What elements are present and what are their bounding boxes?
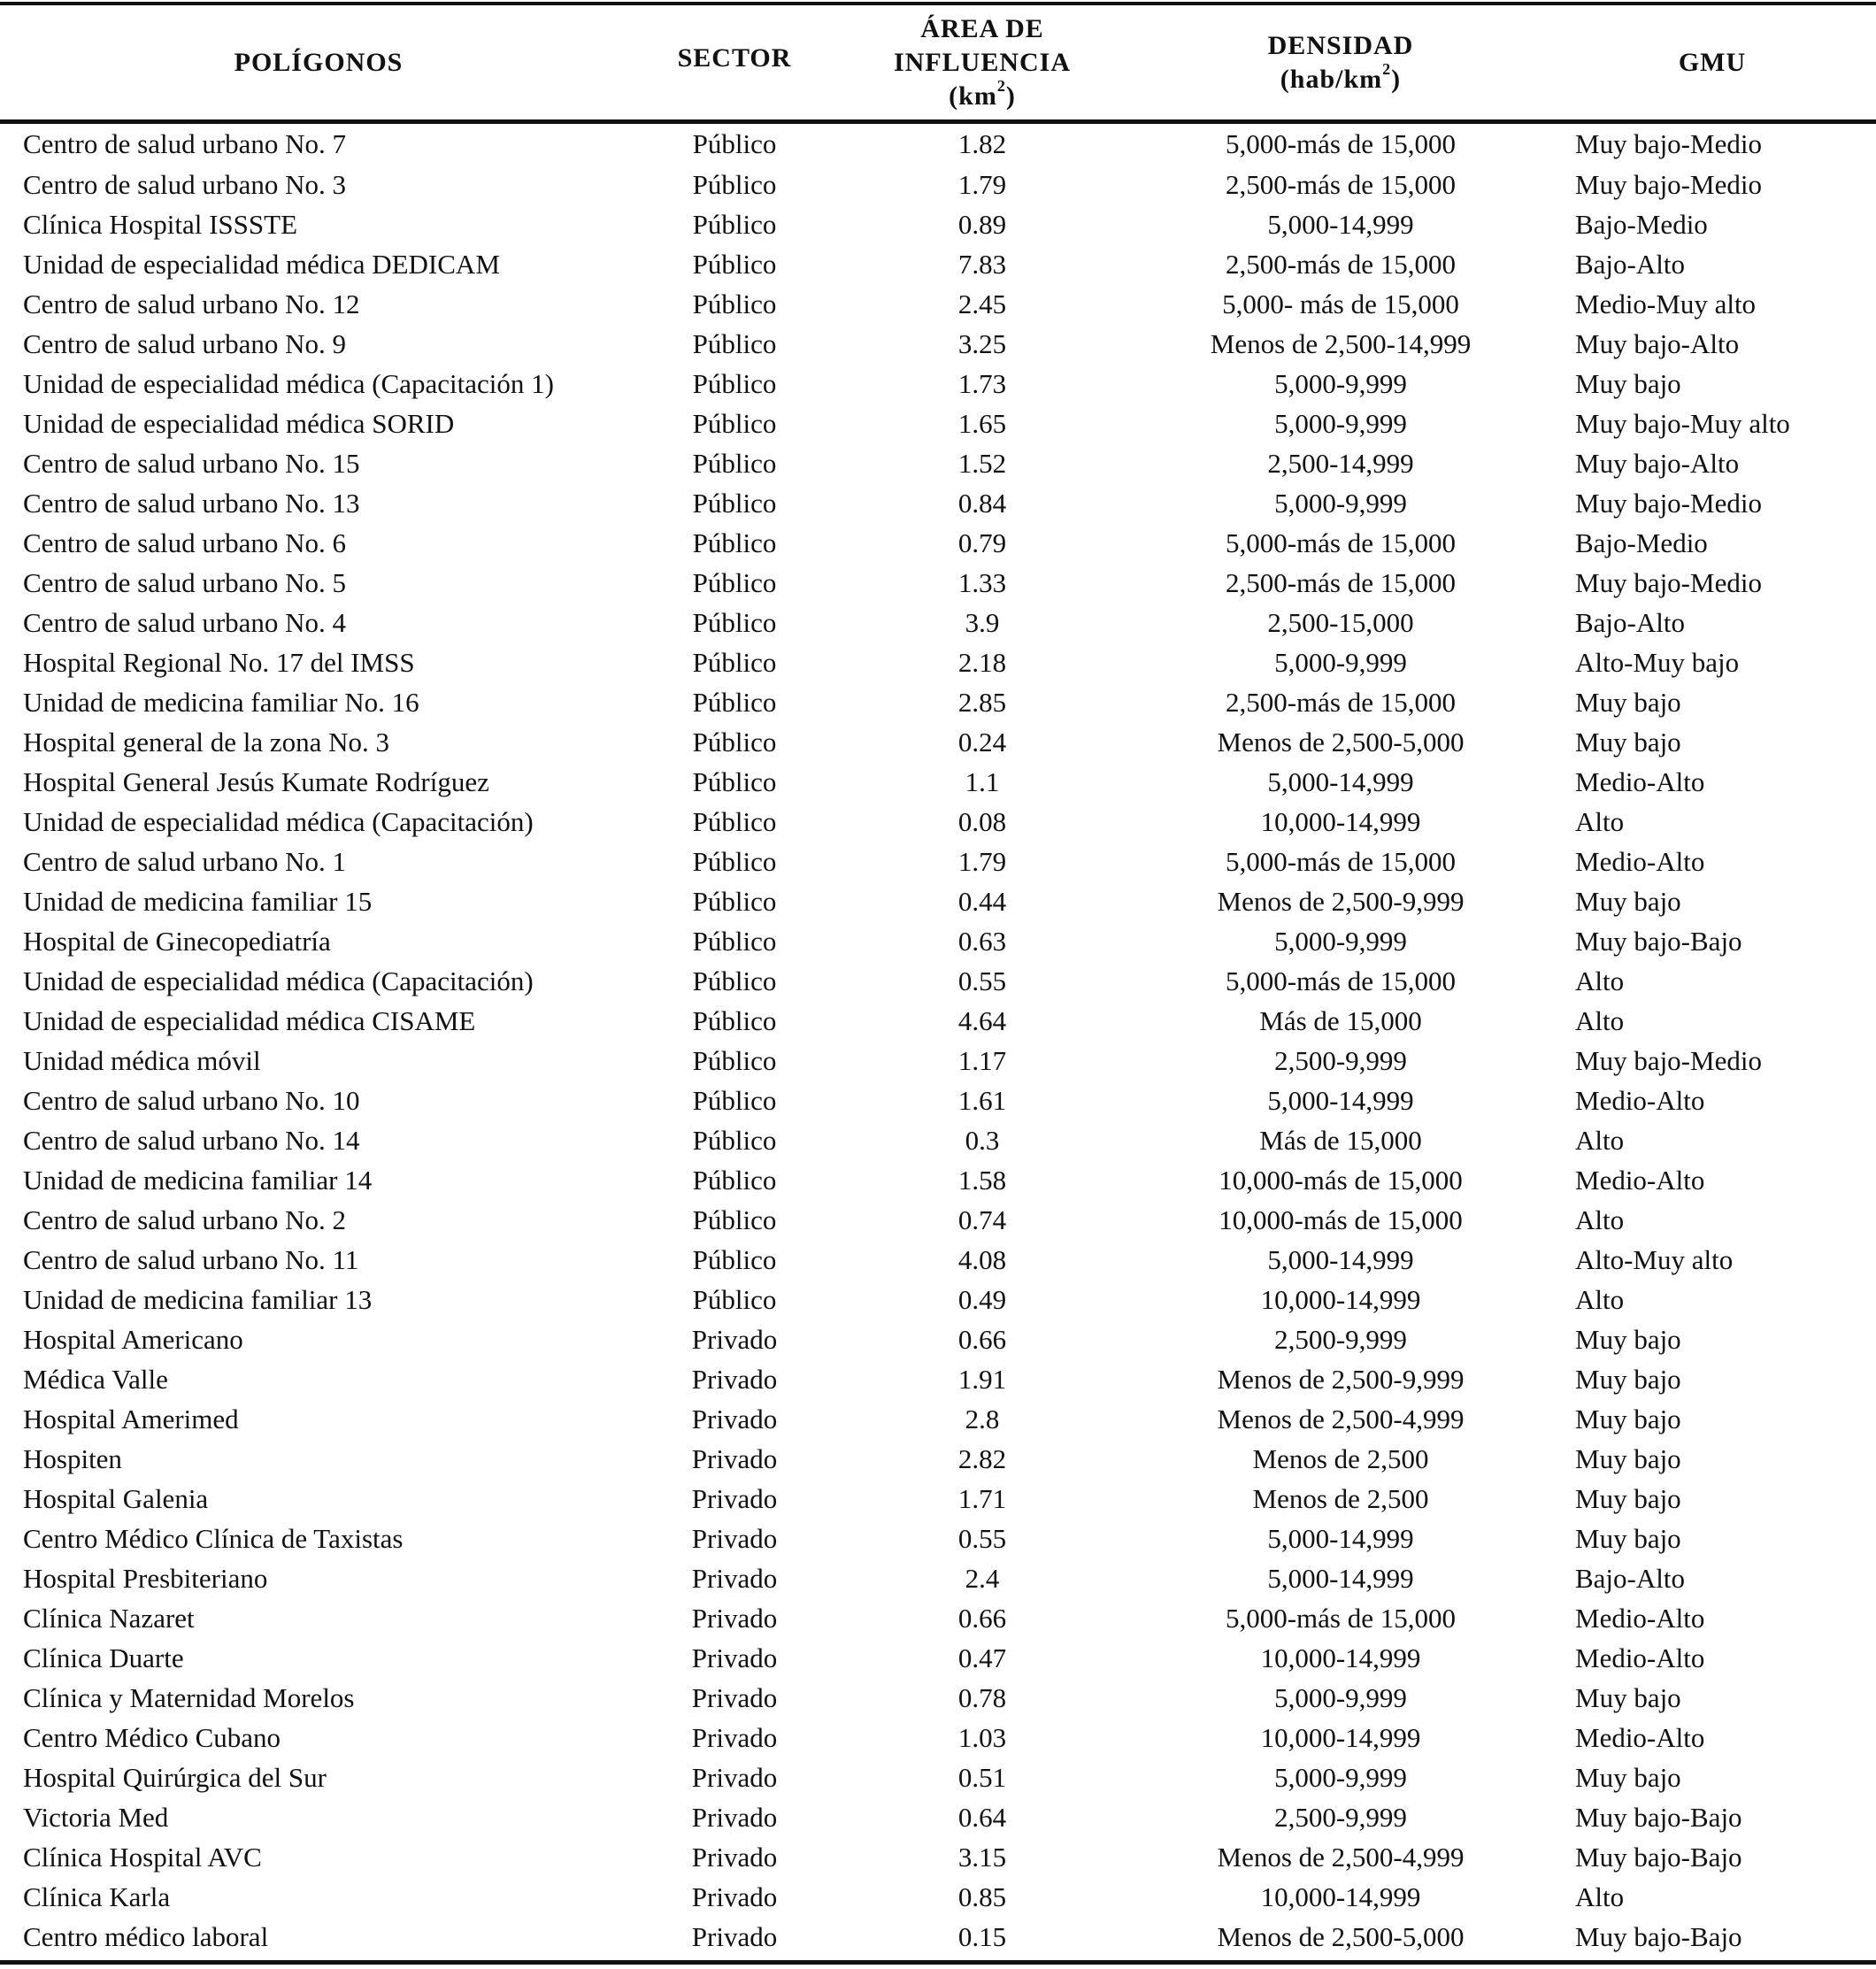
cell-gmu: Muy bajo (1575, 1443, 1681, 1474)
cell-sector: Público (692, 607, 777, 638)
cell-densidad: 5,000-14,999 (1267, 1523, 1414, 1554)
cell-sector: Privado (691, 1722, 778, 1753)
cell-gmu: Muy bajo (1575, 1324, 1681, 1355)
cell-densidad: 10,000-más de 15,000 (1219, 1165, 1463, 1196)
cell-poligono: Centro de salud urbano No. 1 (23, 846, 347, 877)
cell-densidad: 5,000-más de 15,000 (1225, 846, 1457, 877)
cell-gmu: Medio-Alto (1575, 766, 1705, 797)
cell-area: 0.78 (957, 1682, 1007, 1713)
header-gmu-label: GMU (1678, 47, 1747, 77)
table-row (0, 1837, 1876, 1877)
header-area (832, 5, 1133, 119)
cell-densidad: 10,000-14,999 (1260, 1881, 1421, 1912)
cell-poligono: Unidad de especialidad médica CISAME (23, 1005, 476, 1036)
cell-poligono: Centro de salud urbano No. 2 (23, 1204, 347, 1235)
cell-sector: Privado (691, 1404, 778, 1434)
cell-densidad: Menos de 2,500-9,999 (1217, 1364, 1465, 1395)
cell-densidad: 5,000-14,999 (1267, 209, 1414, 240)
header-densidad-unit-base: (hab/km (1280, 64, 1383, 94)
cell-densidad: Menos de 2,500 (1252, 1443, 1429, 1474)
header-area-unit-base: (km (949, 81, 997, 111)
cell-area: 4.64 (957, 1005, 1007, 1036)
cell-area: 0.79 (957, 527, 1007, 558)
cell-area: 3.15 (957, 1842, 1007, 1873)
cell-gmu: Medio-Alto (1575, 1642, 1705, 1673)
cell-sector: Privado (691, 1364, 778, 1395)
cell-gmu: Bajo-Medio (1575, 209, 1708, 240)
cell-gmu: Alto (1575, 1125, 1625, 1156)
cell-densidad: 5,000-14,999 (1267, 1563, 1414, 1594)
cell-densidad: 2,500-más de 15,000 (1225, 687, 1457, 718)
table-row (0, 1479, 1876, 1519)
cell-gmu: Muy bajo-Bajo (1575, 1842, 1742, 1873)
cell-gmu: Bajo-Alto (1575, 249, 1685, 280)
cell-area: 4.08 (957, 1244, 1007, 1275)
table-row (0, 1917, 1876, 1957)
cell-poligono: Hospital Quirúrgica del Sur (23, 1762, 327, 1793)
cell-area: 0.08 (957, 806, 1007, 837)
cell-densidad: 10,000-14,999 (1260, 806, 1421, 837)
cell-gmu: Bajo-Medio (1575, 527, 1708, 558)
cell-densidad: Menos de 2,500-9,999 (1217, 886, 1465, 917)
cell-gmu: Muy bajo (1575, 687, 1681, 718)
cell-sector: Público (692, 527, 777, 558)
cell-area: 7.83 (957, 249, 1007, 280)
cell-area: 0.89 (957, 209, 1007, 240)
cell-densidad: Más de 15,000 (1259, 1005, 1422, 1036)
cell-gmu: Muy bajo-Bajo (1575, 926, 1742, 957)
cell-poligono: Centro de salud urbano No. 5 (23, 567, 347, 598)
cell-sector: Público (692, 846, 777, 877)
cell-poligono: Unidad de medicina familiar 15 (23, 886, 373, 917)
cell-gmu: Alto (1575, 965, 1625, 996)
cell-poligono: Clínica y Maternidad Morelos (23, 1682, 355, 1713)
table-row (0, 1757, 1876, 1797)
table-row (0, 1160, 1876, 1200)
cell-area: 0.44 (957, 886, 1007, 917)
cell-area: 2.82 (957, 1443, 1007, 1474)
cell-poligono: Centro de salud urbano No. 6 (23, 527, 347, 558)
cell-densidad: 5,000-más de 15,000 (1225, 1603, 1457, 1634)
table-row (0, 1718, 1876, 1757)
header-area-line1: ÁREA DE (920, 13, 1044, 43)
cell-area: 1.79 (957, 169, 1007, 200)
cell-gmu: Muy bajo-Muy alto (1575, 408, 1790, 439)
cell-gmu: Muy bajo (1575, 886, 1681, 917)
cell-densidad: 5,000-más de 15,000 (1225, 128, 1457, 159)
cell-densidad: 10,000-14,999 (1260, 1284, 1421, 1315)
cell-sector: Público (692, 448, 777, 479)
header-sector (637, 5, 832, 119)
cell-sector: Privado (691, 1443, 778, 1474)
table-row (0, 1638, 1876, 1678)
cell-gmu: Medio-Alto (1575, 1603, 1705, 1634)
cell-area: 2.4 (965, 1563, 1000, 1594)
table-row (0, 842, 1876, 881)
cell-poligono: Centro de salud urbano No. 11 (23, 1244, 359, 1275)
table-row (0, 1081, 1876, 1120)
cell-densidad: Menos de 2,500-14,999 (1210, 328, 1472, 359)
cell-gmu: Alto (1575, 1284, 1625, 1315)
cell-poligono: Unidad de medicina familiar 14 (23, 1165, 373, 1196)
cell-area: 0.63 (957, 926, 1007, 957)
table-row (0, 324, 1876, 364)
table-row (0, 1200, 1876, 1240)
cell-densidad: 5,000-9,999 (1274, 368, 1407, 399)
table-row (0, 1558, 1876, 1598)
cell-densidad: 2,500-más de 15,000 (1225, 249, 1457, 280)
cell-area: 0.3 (965, 1125, 1000, 1156)
table-row (0, 722, 1876, 762)
cell-poligono: Hospital general de la zona No. 3 (23, 727, 390, 758)
cell-area: 0.47 (957, 1642, 1007, 1673)
table-row (0, 1359, 1876, 1399)
cell-poligono: Clínica Hospital ISSSTE (23, 209, 297, 240)
cell-gmu: Muy bajo (1575, 1364, 1681, 1395)
header-densidad-line1: DENSIDAD (1267, 30, 1414, 60)
cell-gmu: Muy bajo-Medio (1575, 488, 1762, 519)
cell-area: 0.84 (957, 488, 1007, 519)
cell-gmu: Muy bajo-Medio (1575, 169, 1762, 200)
cell-poligono: Centro médico laboral (23, 1921, 269, 1952)
cell-sector: Privado (691, 1523, 778, 1554)
cell-densidad: 5,000-9,999 (1274, 1682, 1407, 1713)
table-row (0, 1877, 1876, 1917)
cell-gmu: Alto (1575, 1881, 1625, 1912)
cell-densidad: 5,000-9,999 (1274, 647, 1407, 678)
table-row (0, 1001, 1876, 1041)
table-row (0, 1519, 1876, 1558)
cell-gmu: Muy bajo-Medio (1575, 1045, 1762, 1076)
table-row (0, 284, 1876, 324)
table-row (0, 603, 1876, 642)
cell-poligono: Centro Médico Clínica de Taxistas (23, 1523, 404, 1554)
table-row (0, 762, 1876, 802)
cell-sector: Público (692, 727, 777, 758)
cell-gmu: Muy bajo (1575, 1404, 1681, 1434)
cell-sector: Público (692, 687, 777, 718)
cell-gmu: Muy bajo-Bajo (1575, 1921, 1742, 1952)
table-row (0, 1399, 1876, 1439)
cell-gmu: Muy bajo-Alto (1575, 328, 1740, 359)
cell-poligono: Unidad de especialidad médica SORID (23, 408, 455, 439)
cell-sector: Público (692, 886, 777, 917)
cell-poligono: Centro de salud urbano No. 9 (23, 328, 347, 359)
cell-sector: Público (692, 1045, 777, 1076)
cell-poligono: Centro de salud urbano No. 10 (23, 1085, 360, 1116)
header-sector-label: SECTOR (677, 42, 792, 73)
table-bottom-rule (0, 1960, 1876, 1965)
cell-sector: Privado (691, 1802, 778, 1833)
table-row (0, 204, 1876, 244)
cell-area: 1.52 (957, 448, 1007, 479)
cell-gmu: Muy bajo-Alto (1575, 448, 1740, 479)
cell-sector: Privado (691, 1324, 778, 1355)
cell-densidad: Menos de 2,500-4,999 (1217, 1404, 1465, 1434)
cell-gmu: Alto (1575, 1005, 1625, 1036)
cell-densidad: Menos de 2,500-5,000 (1217, 1921, 1465, 1952)
cell-poligono: Clínica Karla (23, 1881, 171, 1912)
cell-sector: Público (692, 169, 777, 200)
cell-area: 0.51 (957, 1762, 1007, 1793)
cell-area: 0.49 (957, 1284, 1007, 1315)
cell-area: 1.82 (957, 128, 1007, 159)
cell-densidad: 2,500-más de 15,000 (1225, 567, 1457, 598)
cell-sector: Privado (691, 1563, 778, 1594)
cell-area: 1.33 (957, 567, 1007, 598)
header-poligonos (0, 5, 637, 119)
cell-area: 0.55 (957, 1523, 1007, 1554)
cell-gmu: Muy bajo-Bajo (1575, 1802, 1742, 1833)
cell-area: 0.66 (957, 1603, 1007, 1634)
cell-densidad: 2,500-9,999 (1274, 1324, 1407, 1355)
cell-sector: Público (692, 209, 777, 240)
cell-poligono: Centro Médico Cubano (23, 1722, 281, 1753)
cell-sector: Público (692, 368, 777, 399)
cell-densidad: 5,000- más de 15,000 (1222, 288, 1459, 319)
cell-area: 3.25 (957, 328, 1007, 359)
cell-sector: Público (692, 128, 777, 159)
table-row (0, 1120, 1876, 1160)
cell-sector: Público (692, 328, 777, 359)
header-area-unit-close: ) (1005, 81, 1016, 111)
cell-gmu: Alto (1575, 806, 1625, 837)
cell-densidad: 5,000-más de 15,000 (1225, 965, 1457, 996)
header-densidad-unit-close: ) (1391, 64, 1402, 94)
cell-sector: Público (692, 249, 777, 280)
cell-poligono: Médica Valle (23, 1364, 168, 1395)
cell-sector: Público (692, 288, 777, 319)
cell-sector: Público (692, 1125, 777, 1156)
cell-area: 1.03 (957, 1722, 1007, 1753)
header-gmu (1549, 5, 1876, 119)
table-row (0, 364, 1876, 404)
cell-gmu: Bajo-Alto (1575, 1563, 1685, 1594)
cell-sector: Público (692, 488, 777, 519)
cell-poligono: Hospital Americano (23, 1324, 243, 1355)
cell-densidad: Menos de 2,500 (1252, 1483, 1429, 1514)
cell-sector: Público (692, 766, 777, 797)
cell-poligono: Victoria Med (23, 1802, 169, 1833)
cell-sector: Público (692, 1204, 777, 1235)
table-row (0, 1678, 1876, 1718)
header-densidad-unit (1268, 59, 1414, 96)
cell-densidad: 2,500-15,000 (1267, 607, 1414, 638)
cell-densidad: 5,000-más de 15,000 (1225, 527, 1457, 558)
cell-gmu: Alto-Muy alto (1575, 1244, 1734, 1275)
cell-poligono: Unidad de especialidad médica DEDICAM (23, 249, 500, 280)
cell-poligono: Hospital Regional No. 17 del IMSS (23, 647, 415, 678)
cell-area: 3.9 (965, 607, 1000, 638)
cell-area: 0.15 (957, 1921, 1007, 1952)
header-poligonos-label: POLÍGONOS (234, 47, 404, 77)
cell-gmu: Medio-Alto (1575, 846, 1705, 877)
cell-poligono: Centro de salud urbano No. 4 (23, 607, 347, 638)
cell-gmu: Muy bajo (1575, 1762, 1681, 1793)
cell-gmu: Medio-Muy alto (1575, 288, 1757, 319)
cell-poligono: Hospiten (23, 1443, 122, 1474)
cell-area: 1.17 (957, 1045, 1007, 1076)
cell-poligono: Hospital Amerimed (23, 1404, 239, 1434)
cell-densidad: 5,000-9,999 (1274, 488, 1407, 519)
cell-area: 1.61 (957, 1085, 1007, 1116)
table-row (0, 404, 1876, 443)
cell-sector: Privado (691, 1921, 778, 1952)
header-area-unit (894, 76, 1071, 113)
table-row (0, 642, 1876, 682)
cell-poligono: Clínica Nazaret (23, 1603, 195, 1634)
table-row (0, 682, 1876, 722)
cell-poligono: Clínica Duarte (23, 1642, 184, 1673)
cell-area: 0.74 (957, 1204, 1007, 1235)
table-row (0, 921, 1876, 961)
cell-area: 2.18 (957, 647, 1007, 678)
table-row (0, 124, 1876, 165)
cell-poligono: Hospital de Ginecopediatría (23, 926, 331, 957)
cell-densidad: 10,000-14,999 (1260, 1642, 1421, 1673)
cell-poligono: Centro de salud urbano No. 13 (23, 488, 360, 519)
cell-area: 0.66 (957, 1324, 1007, 1355)
cell-sector: Público (692, 567, 777, 598)
cell-area: 1.65 (957, 408, 1007, 439)
cell-area: 2.8 (965, 1404, 1000, 1434)
header-densidad (1133, 5, 1549, 119)
table-row (0, 802, 1876, 842)
cell-poligono: Centro de salud urbano No. 7 (23, 128, 347, 159)
cell-poligono: Hospital General Jesús Kumate Rodríguez (23, 766, 489, 797)
cell-area: 1.71 (957, 1483, 1007, 1514)
cell-densidad: 5,000-9,999 (1274, 408, 1407, 439)
table-row (0, 961, 1876, 1001)
cell-densidad: 5,000-14,999 (1267, 766, 1414, 797)
table-row (0, 523, 1876, 563)
cell-poligono: Unidad de medicina familiar 13 (23, 1284, 373, 1315)
table-body (0, 124, 1876, 1957)
cell-poligono: Unidad de especialidad médica (Capacitación 1) (23, 368, 554, 399)
cell-densidad: 2,500-14,999 (1267, 448, 1414, 479)
cell-area: 1.91 (957, 1364, 1007, 1395)
cell-sector: Público (692, 806, 777, 837)
cell-poligono: Centro de salud urbano No. 15 (23, 448, 360, 479)
cell-densidad: Más de 15,000 (1259, 1125, 1422, 1156)
cell-gmu: Muy bajo-Medio (1575, 567, 1762, 598)
cell-poligono: Centro de salud urbano No. 14 (23, 1125, 360, 1156)
table-row (0, 1598, 1876, 1638)
cell-sector: Privado (691, 1682, 778, 1713)
cell-gmu: Muy bajo (1575, 1483, 1681, 1514)
cell-sector: Privado (691, 1762, 778, 1793)
cell-poligono: Unidad de medicina familiar No. 16 (23, 687, 419, 718)
cell-area: 1.58 (957, 1165, 1007, 1196)
cell-poligono: Clínica Hospital AVC (23, 1842, 262, 1873)
cell-densidad: 2,500-más de 15,000 (1225, 169, 1457, 200)
cell-sector: Privado (691, 1881, 778, 1912)
header-area-line2: INFLUENCIA (893, 47, 1072, 77)
cell-area: 0.55 (957, 965, 1007, 996)
cell-densidad: 10,000-más de 15,000 (1219, 1204, 1463, 1235)
cell-sector: Público (692, 965, 777, 996)
table-row (0, 483, 1876, 523)
cell-area: 0.85 (957, 1881, 1007, 1912)
cell-area: 2.85 (957, 687, 1007, 718)
cell-poligono: Unidad médica móvil (23, 1045, 261, 1076)
table-row (0, 1041, 1876, 1081)
table-row (0, 1319, 1876, 1359)
cell-gmu: Medio-Alto (1575, 1722, 1705, 1753)
cell-poligono: Hospital Presbiteriano (23, 1563, 268, 1594)
cell-densidad: 10,000-14,999 (1260, 1722, 1421, 1753)
cell-densidad: 2,500-9,999 (1274, 1802, 1407, 1833)
cell-sector: Público (692, 1284, 777, 1315)
table-row (0, 1280, 1876, 1319)
cell-area: 1.73 (957, 368, 1007, 399)
cell-sector: Público (692, 1244, 777, 1275)
cell-gmu: Muy bajo (1575, 727, 1681, 758)
cell-sector: Público (692, 1085, 777, 1116)
cell-poligono: Unidad de especialidad médica (Capacitación) (23, 965, 534, 996)
cell-gmu: Medio-Alto (1575, 1085, 1705, 1116)
cell-densidad: 2,500-9,999 (1274, 1045, 1407, 1076)
cell-gmu: Muy bajo-Medio (1575, 128, 1762, 159)
cell-gmu: Bajo-Alto (1575, 607, 1685, 638)
cell-densidad: 5,000-14,999 (1267, 1085, 1414, 1116)
table-row (0, 1240, 1876, 1280)
cell-sector: Privado (691, 1483, 778, 1514)
cell-densidad: Menos de 2,500-5,000 (1217, 727, 1465, 758)
cell-area: 0.64 (957, 1802, 1007, 1833)
table-row (0, 1439, 1876, 1479)
cell-sector: Público (692, 926, 777, 957)
cell-area: 0.24 (957, 727, 1007, 758)
cell-densidad: Menos de 2,500-4,999 (1217, 1842, 1465, 1873)
cell-gmu: Muy bajo (1575, 1682, 1681, 1713)
table-row (0, 563, 1876, 603)
header-densidad-unit-sup: 2 (1382, 59, 1392, 78)
cell-area: 1.1 (965, 766, 1000, 797)
cell-sector: Público (692, 1005, 777, 1036)
table-row (0, 443, 1876, 483)
cell-poligono: Centro de salud urbano No. 12 (23, 288, 360, 319)
cell-densidad: 5,000-9,999 (1274, 926, 1407, 957)
header-area-unit-sup: 2 (996, 76, 1006, 95)
table-row (0, 881, 1876, 921)
cell-gmu: Alto-Muy bajo (1575, 647, 1740, 678)
cell-area: 2.45 (957, 288, 1007, 319)
cell-densidad: 5,000-14,999 (1267, 1244, 1414, 1275)
cell-gmu: Medio-Alto (1575, 1165, 1705, 1196)
cell-poligono: Hospital Galenia (23, 1483, 209, 1514)
cell-poligono: Centro de salud urbano No. 3 (23, 169, 347, 200)
cell-sector: Público (692, 647, 777, 678)
cell-sector: Público (692, 1165, 777, 1196)
table-row (0, 165, 1876, 204)
cell-gmu: Muy bajo (1575, 368, 1681, 399)
cell-sector: Privado (691, 1603, 778, 1634)
cell-sector: Privado (691, 1642, 778, 1673)
cell-gmu: Muy bajo (1575, 1523, 1681, 1554)
cell-densidad: 5,000-9,999 (1274, 1762, 1407, 1793)
cell-gmu: Alto (1575, 1204, 1625, 1235)
cell-poligono: Unidad de especialidad médica (Capacitación) (23, 806, 534, 837)
cell-sector: Privado (691, 1842, 778, 1873)
cell-area: 1.79 (957, 846, 1007, 877)
cell-sector: Público (692, 408, 777, 439)
table-row (0, 244, 1876, 284)
table-row (0, 1797, 1876, 1837)
